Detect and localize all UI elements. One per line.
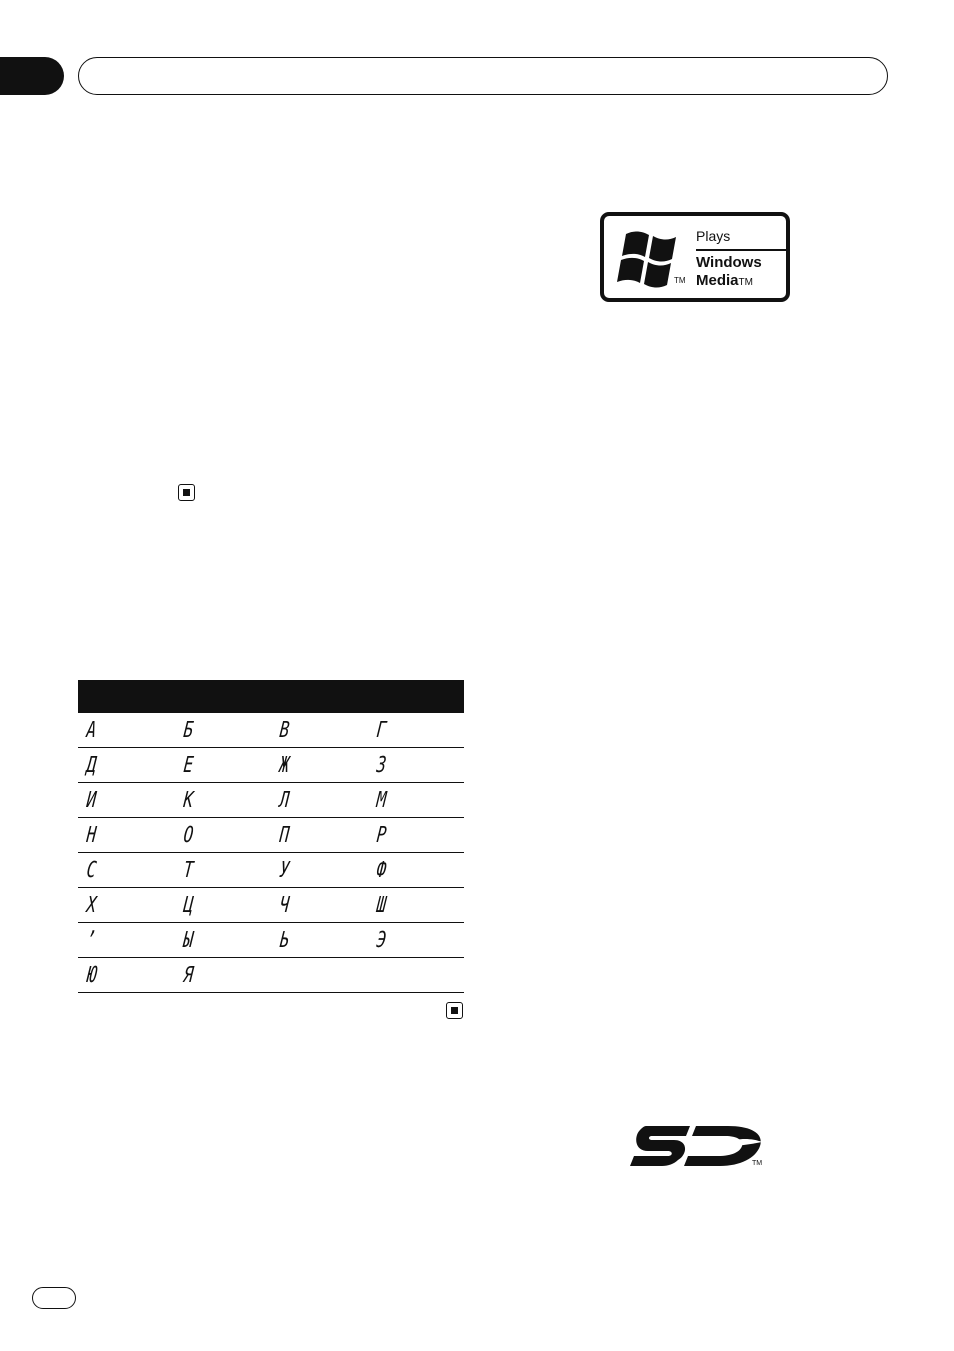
table-cell: Ц bbox=[181, 892, 194, 918]
table-cell: У bbox=[278, 857, 291, 883]
table-cell: Я bbox=[181, 962, 194, 988]
table-row bbox=[78, 713, 464, 748]
table-row bbox=[78, 923, 464, 958]
table-cell: Ф bbox=[374, 857, 387, 883]
table-cell: Ч bbox=[278, 892, 291, 918]
character-table bbox=[78, 680, 464, 993]
table-row bbox=[78, 783, 464, 818]
table-cell: Д bbox=[85, 752, 98, 778]
logo-windows-text: Windows bbox=[696, 254, 762, 271]
table-cell: Б bbox=[181, 717, 194, 743]
table-cell: Г bbox=[374, 717, 387, 743]
sd-card-logo bbox=[628, 1120, 768, 1172]
logo-media-word: Media bbox=[696, 272, 739, 289]
logo-plays-text: Plays bbox=[696, 228, 731, 244]
logo-media-text bbox=[696, 272, 753, 289]
table-cell: П bbox=[278, 822, 291, 848]
table-row bbox=[78, 818, 464, 853]
table-cell: Р bbox=[374, 822, 387, 848]
table-cell: Х bbox=[85, 892, 98, 918]
table-cell: М bbox=[374, 787, 387, 813]
table-cell: В bbox=[278, 717, 291, 743]
windows-media-logo bbox=[600, 212, 790, 302]
header-bar bbox=[78, 57, 888, 95]
trademark-label: TM bbox=[752, 1160, 763, 1167]
table-cell: Ь bbox=[278, 927, 291, 953]
table-row bbox=[78, 748, 464, 783]
table-cell: А bbox=[85, 717, 98, 743]
table-cell: Л bbox=[278, 787, 291, 813]
trademark-label: TM bbox=[674, 276, 686, 285]
table-row bbox=[78, 853, 464, 888]
table-header bbox=[78, 680, 464, 713]
stop-icon bbox=[446, 1002, 463, 1019]
logo-divider bbox=[696, 249, 788, 251]
section-tab bbox=[0, 57, 64, 95]
table-cell: С bbox=[85, 857, 98, 883]
table-cell: Е bbox=[181, 752, 194, 778]
table-cell: Ы bbox=[181, 927, 194, 953]
table-cell: Ш bbox=[374, 892, 387, 918]
table-row bbox=[78, 958, 464, 993]
page-number-badge bbox=[32, 1287, 76, 1309]
table-cell: Н bbox=[85, 822, 98, 848]
table-cell: ʼ bbox=[85, 927, 98, 953]
trademark-label: TM bbox=[738, 277, 753, 288]
table-row bbox=[78, 888, 464, 923]
stop-icon bbox=[178, 484, 195, 501]
table-cell: И bbox=[85, 787, 98, 813]
table-cell: З bbox=[374, 752, 387, 778]
table-cell: О bbox=[181, 822, 194, 848]
table-cell: Т bbox=[181, 857, 194, 883]
table-cell: К bbox=[181, 787, 194, 813]
table-cell: Э bbox=[374, 927, 387, 953]
table-cell: Ю bbox=[85, 962, 98, 988]
table-cell: Ж bbox=[278, 752, 291, 778]
